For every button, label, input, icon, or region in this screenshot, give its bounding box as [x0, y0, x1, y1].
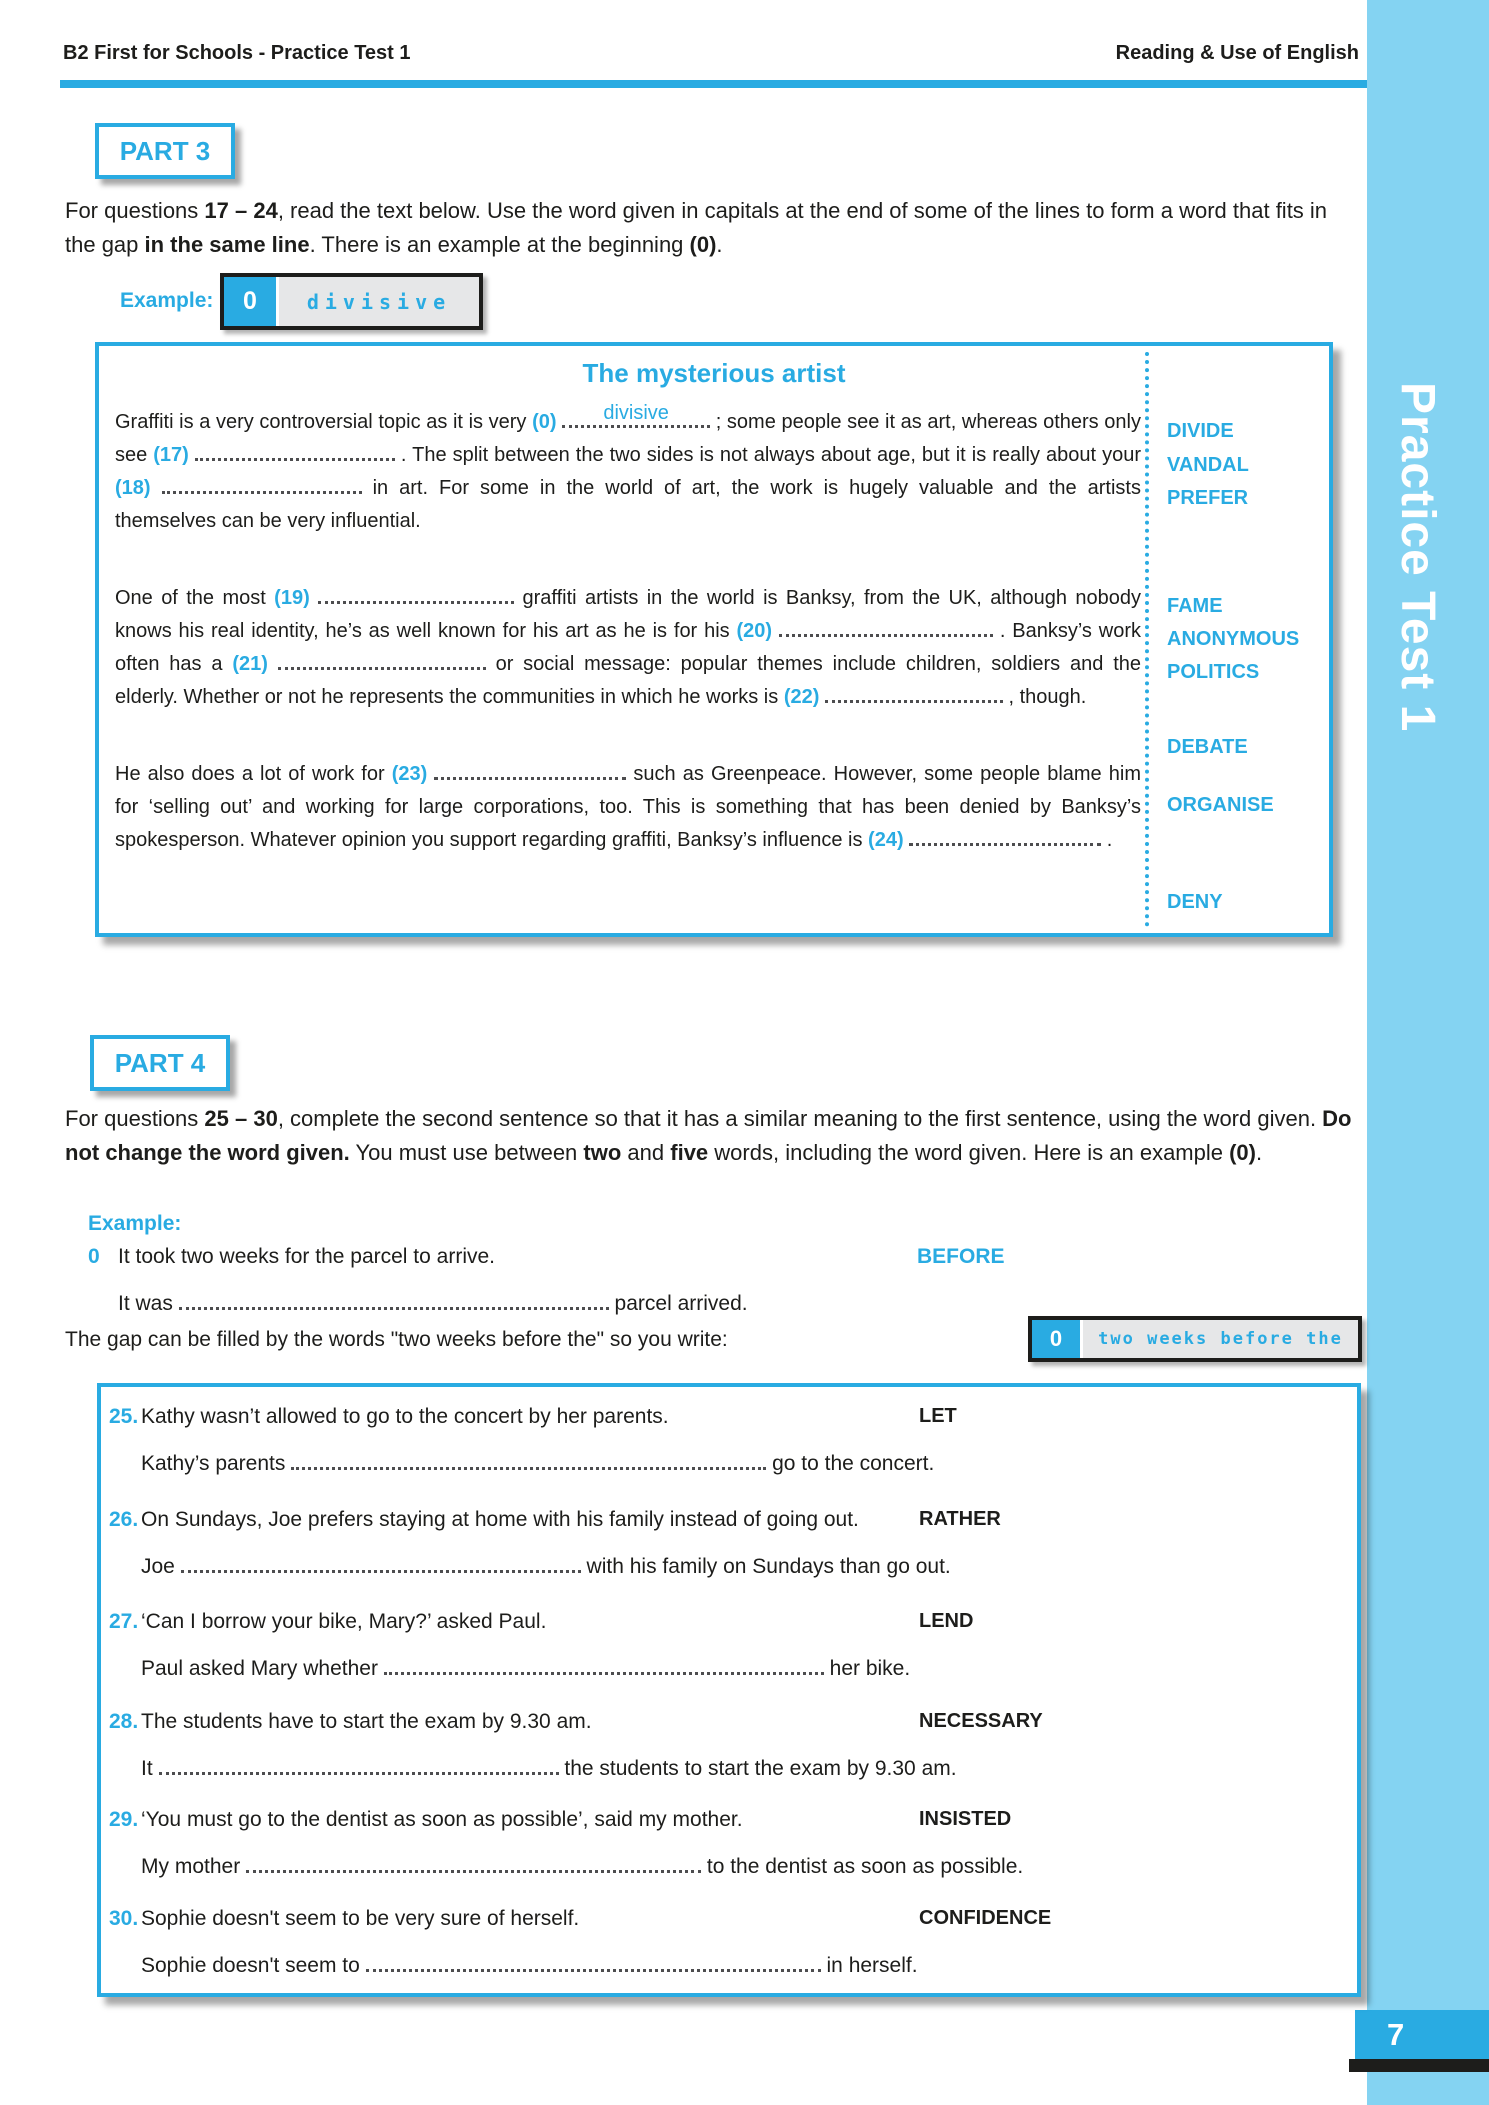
part4-instructions-text: , complete the second sentence so that it has a similar meaning to the first sentence, using the word given. [277, 1106, 1323, 1131]
gap-line-17 [195, 453, 395, 461]
part3-instructions-bold: in the same line [144, 232, 310, 257]
question-sentence: Kathy wasn’t allowed to go to the concert by her parents. [141, 1405, 669, 1428]
answer-line-pre: It [141, 1757, 153, 1780]
part4-question-range: 25 – 30 [204, 1106, 278, 1131]
answer-line-pre: Sophie doesn't seem to [141, 1954, 360, 1977]
question-keyword: LEND [919, 1610, 974, 1632]
sidebar-band [1367, 0, 1489, 2105]
answer-line-pre: Paul asked Mary whether [141, 1657, 378, 1680]
part4-instructions-bold: five [670, 1140, 709, 1165]
answer-line [141, 1657, 910, 1681]
question-keyword: RATHER [919, 1508, 1001, 1530]
gap-number-24: (24) [868, 829, 904, 851]
margin-word-politics: POLITICS [1167, 661, 1260, 683]
gap-number-22: (22) [783, 686, 820, 708]
part4-instructions-text: For questions [65, 1106, 205, 1131]
answer-line-pre: It was [118, 1292, 173, 1315]
part4-example-number: 0 [88, 1245, 100, 1268]
example-answer-cell: two weeks before the [1083, 1320, 1358, 1358]
gap-number-0: (0) [532, 411, 557, 433]
question-number: 29. [109, 1808, 139, 1831]
passage-text-run: in art. For some in the world of art, the work is hugely valuable and the artists themselves can be very influential. [115, 477, 1141, 532]
part4-instructions-bold: Do not change the word given. [65, 1106, 1352, 1165]
part4-instructions-text: You must use between [349, 1140, 584, 1165]
answer-line [141, 1452, 934, 1476]
question-sentence: Sophie doesn't seem to be very sure of herself. [141, 1907, 580, 1930]
example-answer-gap [179, 1302, 609, 1310]
answer-gap [384, 1667, 824, 1675]
answer-line [141, 1555, 951, 1579]
part4-instructions-bold: two [583, 1140, 622, 1165]
answer-gap [366, 1964, 821, 1972]
margin-word-organise: ORGANISE [1167, 794, 1274, 816]
passage-text-run: . The split between the two sides is not always about age, but it is really about your [394, 444, 1141, 466]
gap-number-18: (18) [115, 477, 151, 499]
part4-example-answer-line [118, 1292, 748, 1316]
margin-word-vandal: VANDAL [1167, 454, 1249, 476]
part4-instructions [65, 1102, 1353, 1170]
answer-gap [159, 1767, 559, 1775]
page-number-bar [1349, 2059, 1489, 2072]
part3-instructions-text: . There is an example at the beginning [309, 232, 690, 257]
question-number: 30. [109, 1907, 139, 1930]
passage-text-run: , though. [1002, 686, 1087, 708]
question-row-26 [101, 1508, 1357, 1603]
part3-instructions [65, 194, 1353, 262]
answer-line-pre: My mother [141, 1855, 241, 1878]
part3-passage-box [95, 342, 1333, 937]
question-row-30 [101, 1907, 1357, 2002]
question-keyword: NECESSARY [919, 1710, 1043, 1732]
question-number: 28. [109, 1710, 139, 1733]
header-section-title: Reading & Use of English [1115, 42, 1359, 64]
answer-line [141, 1855, 1023, 1879]
gap-line-19 [318, 596, 514, 604]
question-row-29 [101, 1808, 1357, 1903]
part3-instructions-text: For questions [65, 198, 205, 223]
example-number-cell: 0 [224, 277, 276, 326]
question-sentence: ‘You must go to the dentist as soon as possible’, said my mother. [141, 1808, 743, 1831]
margin-word-deny: DENY [1167, 891, 1223, 913]
answer-line-post: with his family on Sundays than go out. [586, 1555, 951, 1578]
gap-number-20: (20) [736, 620, 773, 642]
answer-line [141, 1954, 918, 1978]
passage-title: The mysterious artist [582, 358, 846, 388]
question-number: 25. [109, 1405, 139, 1428]
answer-line-post: the students to start the exam by 9.30 am. [564, 1757, 957, 1780]
part4-example-sentence: It took two weeks for the parcel to arrive. [118, 1245, 495, 1268]
answer-line-post: in herself. [826, 1954, 918, 1977]
example-number-cell: 0 [1032, 1320, 1080, 1358]
question-sentence: On Sundays, Joe prefers staying at home with his family instead of going out. [141, 1508, 859, 1531]
gap-line-21 [278, 662, 486, 670]
answer-line-pre: Kathy’s parents [141, 1452, 286, 1475]
question-row-25 [101, 1405, 1357, 1500]
passage-text-run: . Banksy’s work often has a [115, 620, 1142, 675]
part4-example-answer-box [1028, 1316, 1362, 1362]
part4-instructions-text: words, including the word given. Here is an example [708, 1140, 1230, 1165]
part4-questions-box [97, 1383, 1361, 1997]
part3-question-range: 17 – 24 [204, 198, 278, 223]
margin-word-fame: FAME [1167, 595, 1223, 617]
word-column-divider [1145, 352, 1149, 927]
passage-text-run: such as Greenpeace. However, some people blame him for ‘selling out’ and working for large corporations, too. This is something that has been denied by Banksy’s spokesperson. Whatever opinion you support regarding graffiti, Banksy’s influence is [115, 763, 1141, 851]
example-answer-cell: divisive [279, 277, 479, 326]
gap-number-19: (19) [274, 587, 310, 609]
gap-answer-0: divisive [603, 402, 669, 424]
answer-line-post: parcel arrived. [614, 1292, 748, 1315]
passage-text [115, 402, 1142, 857]
gap-line-18 [162, 486, 362, 494]
part3-badge: PART 3 [95, 123, 235, 179]
part4-instructions-text: and [621, 1140, 671, 1165]
answer-line-post: to the dentist as soon as possible. [706, 1855, 1024, 1878]
answer-line-post: her bike. [829, 1657, 911, 1680]
part3-instructions-text: . [716, 232, 723, 257]
header-rule [60, 80, 1367, 88]
gap-number-17: (17) [153, 444, 189, 466]
gap-line-20 [779, 629, 993, 637]
page-header [63, 42, 1359, 65]
passage-paragraph-1 [115, 402, 1141, 538]
margin-word-prefer: PREFER [1167, 487, 1249, 509]
question-sentence: ‘Can I borrow your bike, Mary?’ asked Paul. [141, 1610, 547, 1633]
passage-text-run: graffiti artists in the world is Banksy, from the UK, although nobody knows his real identity, he’s as well known for his art as he is for his [115, 587, 1141, 642]
passage-paragraph-3 [115, 758, 1141, 857]
gap-line-22 [825, 695, 1003, 703]
passage-text-run: . [1101, 829, 1113, 851]
margin-word-debate: DEBATE [1167, 736, 1248, 758]
question-keyword: LET [919, 1405, 957, 1427]
question-row-28 [101, 1710, 1357, 1805]
passage-paragraph-2 [115, 582, 1141, 714]
question-number: 26. [109, 1508, 139, 1531]
question-keyword: CONFIDENCE [919, 1907, 1052, 1929]
gap-number-21: (21) [232, 653, 268, 675]
question-row-27 [101, 1610, 1357, 1705]
question-keyword: INSISTED [919, 1808, 1012, 1830]
part4-example-keyword: BEFORE [917, 1245, 1005, 1268]
practice-test-vertical-label: Practice Test 1 [1391, 382, 1444, 733]
answer-line [141, 1757, 957, 1781]
passage-text-run: One of the most [115, 587, 275, 609]
margin-word-divide: DIVIDE [1167, 420, 1234, 442]
part3-example-label: Example: [120, 289, 214, 312]
passage-text-run: ; some people see it as art, whereas others only see [115, 411, 1141, 466]
part3-example-ref: (0) [689, 232, 717, 257]
gap-line-24 [909, 838, 1101, 846]
part3-example-answer-box [220, 273, 483, 330]
answer-line-pre: Joe [141, 1555, 175, 1578]
passage-text-run: Graffiti is a very controversial topic as it is very [115, 411, 533, 433]
gap-number-23: (23) [391, 763, 428, 785]
part4-instructions-text: . [1256, 1140, 1263, 1165]
gap-line-0 [562, 402, 710, 428]
margin-word-anonymous: ANONYMOUS [1167, 628, 1300, 650]
passage-text-run: He also does a lot of work for [115, 763, 392, 785]
answer-gap [181, 1565, 581, 1573]
question-sentence: The students have to start the exam by 9.30 am. [141, 1710, 592, 1733]
part4-badge: PART 4 [90, 1035, 230, 1091]
part3-instructions-text: , read the text below. Use the word given in capitals at the end of some of the lines to form a word that fits in the gap [65, 198, 1328, 257]
gap-line-23 [434, 772, 626, 780]
passage-text-run: or social message: popular themes include children, soldiers and the elderly. Whether or not he represents the communities in which he works is [115, 653, 1141, 708]
part4-example-ref: (0) [1229, 1140, 1256, 1165]
question-number: 27. [109, 1610, 139, 1633]
header-book-title: B2 First for Schools - Practice Test 1 [63, 42, 411, 64]
part4-example-label: Example: [88, 1212, 182, 1235]
answer-gap [291, 1462, 766, 1470]
part4-example-note: The gap can be filled by the words "two weeks before the" so you write: [65, 1328, 728, 1351]
page-number: 7 [1355, 2010, 1489, 2059]
answer-gap [246, 1865, 701, 1873]
answer-line-post: go to the concert. [772, 1452, 935, 1475]
